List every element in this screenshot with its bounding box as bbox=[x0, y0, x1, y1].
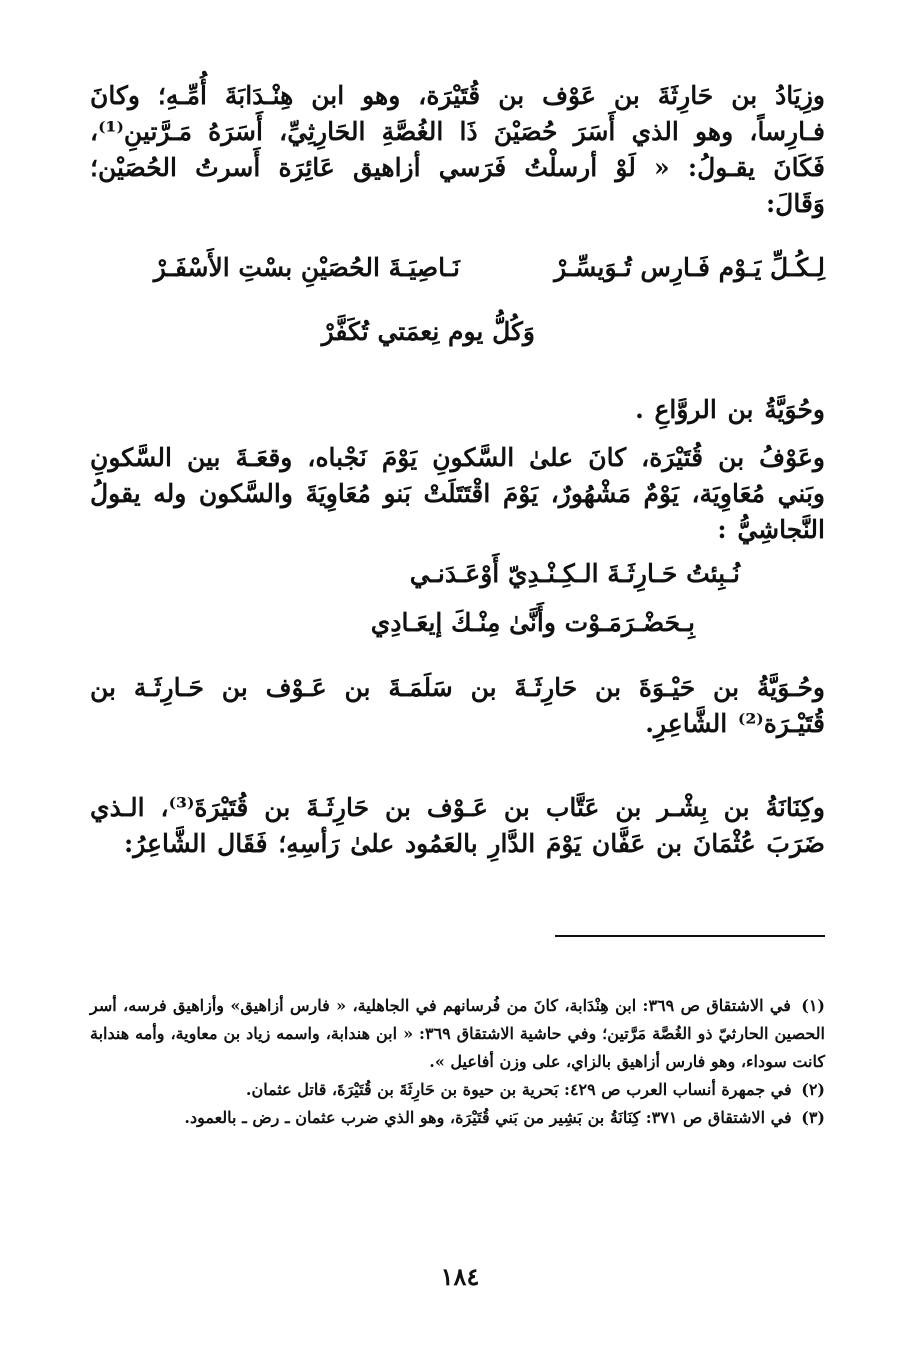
footnotes bbox=[90, 992, 825, 1132]
footnote-3-number: (٣) bbox=[801, 1108, 825, 1127]
page-number: ١٨٤ bbox=[440, 1262, 480, 1291]
footnote-2 bbox=[90, 1076, 825, 1104]
footnote-2-text: في جمهرة أنساب العرب ص ٤٢٩: بَحرية بن حيوة بن حَارِثَةَ بن قُتَيْرَةَ، قاتل عثمان. bbox=[245, 1080, 792, 1099]
footnote-1 bbox=[90, 992, 825, 1076]
verse2-line2: بِـحَضْـرَمَـوْت وأَنَّىٰ مِنْـكَ إيعَـادِي bbox=[370, 608, 695, 637]
footnote-1-text: في الاشتقاق ص ٣٦٩: ابن هِنْدَابة، كانَ من فُرسانهم في الجاهلية، « فارس أزاهيق» وأزاهيق فرسه، أسر الحصين الحارثيّ ذو الغُصَّة مَرَّتين؛ وفي حاشية الاشتقاق ٣٦٩: « ابن هندابة، واسمه زياد بن معاوية، وأمه هندابة كانت سوداء، وهو فارس أزاهيق بالزاي، على وزن أفاعيل ». bbox=[90, 996, 826, 1071]
paragraph-kinana: وكِنَانَةُ بن بِشْـر بن عَتَّاب بن عَـوْف بن حَارِثَـةَ بن قُتَيْرَةَ⁽³⁾، الـذي ضَرَبَ عُثْمَانَ بن عَفَّان يَوْمَ الدَّارِ بالعَمُود علىٰ رَأسِهِ؛ فَقَال الشَّاعِرُ: bbox=[90, 793, 826, 858]
verse1-hemistich-right: لِـكُـلِّ يَـوْم فَـارِس تُـوَيسِّـرْ bbox=[554, 253, 825, 282]
paragraph-huwayya-rawwa: وحُوَيَّةُ بن الروَّاعِ . bbox=[635, 395, 825, 424]
footnote-3 bbox=[90, 1104, 825, 1132]
footnote-2-number: (٢) bbox=[801, 1080, 825, 1099]
paragraph-awf: وعَوْفُ بن قُتَيْرَة، كانَ علىٰ السَّكونِ يَوْمَ نَجْباه، وقعَـةَ بين السَّكونِ وبَني مُعَاوِيَة، يَوْمٌ مَشْهُورٌ، يَوْمَ اقْتَتَلَتْ بَنو مُعَاوِيَةَ والسَّكون وله يقولُ النَّجاشِيُّ : bbox=[90, 443, 825, 544]
footnote-separator bbox=[555, 935, 825, 937]
paragraph-ziyad: وزِيَادُ بن حَارِثَةَ بن عَوْف بن قُتَيْرَة، وهو ابن هِنْـدَابَةَ أُمِّـهِ؛ وكانَ فـارِساً، وهو الذي أَسَرَ حُصَيْنَ ذَا الغُصَّةِ الحَارِثِيِّ، أَسَرَهُ مَـرَّتينِ⁽¹⁾، فَكَانَ يقـولُ: « لَوْ أرسلْتُ فَرَسي أزاهيق عَائِرَة أَسرتُ الحُصَيْن؛ وَقَالَ: bbox=[90, 81, 825, 218]
verse1-hemistich-left: نَـاصِيَـةَ الحُصَيْنِ بسْتِ الأَسْفَـرْ bbox=[153, 253, 460, 282]
paragraph-huwayya-hayawa: وحُـوَيَّةُ بن حَيْـوَةَ بن حَارِثَـةَ بن سَلَمَـةَ بن عَـوْف بن حَـارِثَـة بن قُتَيْـرَة⁽²⁾ الشَّاعِرِ. bbox=[90, 673, 825, 738]
verse1-line2: وَكُلُّ يوم نِعمَتي تُكَفَّرْ bbox=[321, 317, 535, 346]
footnote-1-number: (١) bbox=[801, 996, 825, 1015]
footnote-3-text: في الاشتقاق ص ٣٧١: كِنَانَةُ بن بَشِير من بَني قُتَيْرَة، وهو الذي ضرب عثمان ـ رض ـ بالعمود. bbox=[184, 1108, 792, 1127]
verse2-line1: نُـبِئتُ حَـارِثَـةَ الـكِـنْـدِيّ أَوْعَـدَنـي bbox=[409, 559, 740, 588]
